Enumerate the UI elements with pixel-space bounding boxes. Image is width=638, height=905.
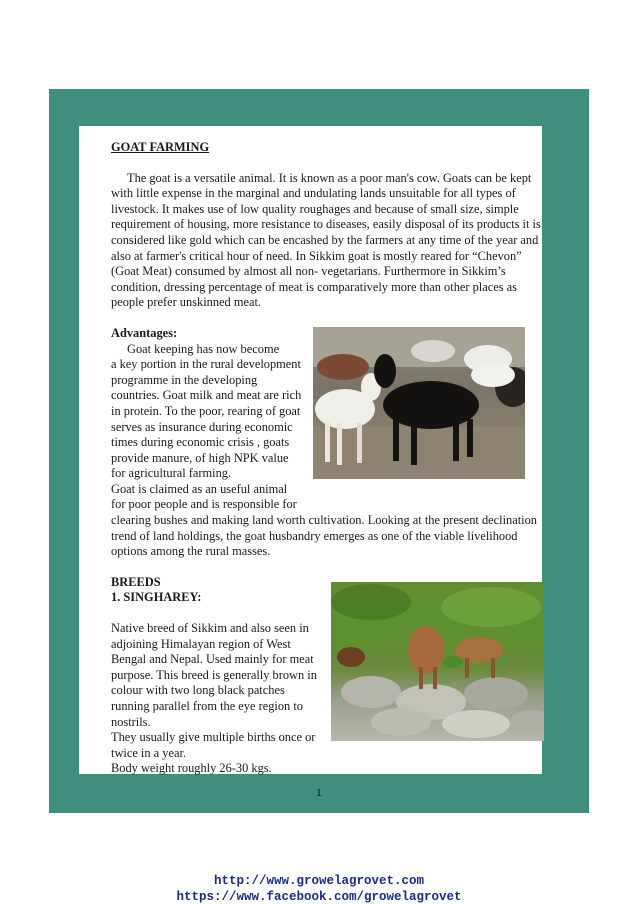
advantages-line: serves as insurance during economic [111, 419, 293, 434]
breed-1-line: Bengal and Nepal. Used mainly for meat [111, 652, 314, 667]
advantages-line: Goat keeping has now become [127, 341, 280, 356]
advantages-line: programme in the developing [111, 372, 258, 387]
breed-1-heading: 1. SINGHAREY: [111, 590, 202, 605]
advantages-line: in protein. To the poor, rearing of goat [111, 403, 301, 418]
footer-links [0, 873, 638, 905]
advantages-text [111, 342, 311, 514]
website-link[interactable]: http://www.growelagrovet.com [213, 874, 425, 888]
breed-1-line: adjoining Himalayan region of West [111, 636, 291, 651]
singharey-goats-photo [331, 582, 544, 741]
advantages-line: for agricultural farming. [111, 466, 232, 481]
goat-herd-photo [313, 327, 525, 479]
facebook-link[interactable]: https://www.facebook.com/growelagrovet [176, 890, 462, 904]
breeds-heading: BREEDS [111, 574, 161, 589]
advantages-heading: Advantages: [111, 325, 178, 340]
goat-herd-illustration [313, 327, 525, 479]
breed-1-line: twice in a year. [111, 745, 186, 760]
advantages-line: Goat is claimed as an useful animal [111, 481, 288, 496]
page-number: 1 [316, 788, 322, 799]
breed-1-line: Native breed of Sikkim and also seen in [111, 621, 309, 636]
breed-1-line: colour with two long black patches [111, 683, 285, 698]
singharey-goats-illustration [331, 582, 544, 741]
breed-1-line: running parallel from the eye region to [111, 699, 303, 713]
breed-1-description [111, 621, 326, 777]
advantages-tail: clearing bushes and making land worth cultivation. Looking at the present declination trend of land holdings, the goat husbandry emerges as one of the viable livelihood options among the rural masses. [111, 513, 537, 559]
breed-1-line: They usually give multiple births once or [111, 730, 316, 745]
page-title: GOAT FARMING [111, 140, 210, 154]
breed-1-line: Body weight roughly 26-30 kgs. [111, 761, 272, 776]
breed-1-line: nostrils. [111, 714, 151, 729]
advantages-line: a key portion in the rural development [111, 357, 301, 372]
advantages-line: times during economic crisis , goats [111, 435, 290, 450]
advantages-line: countries. Goat milk and meat are rich [111, 388, 302, 403]
breed-1-line: purpose. This breed is generally brown in [111, 667, 317, 682]
intro-paragraph: The goat is a versatile animal. It is known as a poor man's cow. Goats can be kept with little expense in the marginal and undulating lands unsuitable for all types of livestock. It makes use of low quality roughages and because of small size, simple requirement of housing, more resistance to diseases, easily disposal of its products it is considered like gold which can be encashed by the farmers at any time of the year and also at farmer's critical hour of need. In Sikkim goat is mostly reared for “Chevon” (Goat Meat) consumed by almost all non- vegetarians. Furthermore in Sikkim’s condition, dressing percentage of meat is comparatively more than other places as people prefer unskinned meat. [111, 170, 541, 310]
advantages-line: provide manure, of high NPK value [111, 450, 289, 465]
advantages-line: for poor people and is responsible for [111, 497, 297, 512]
